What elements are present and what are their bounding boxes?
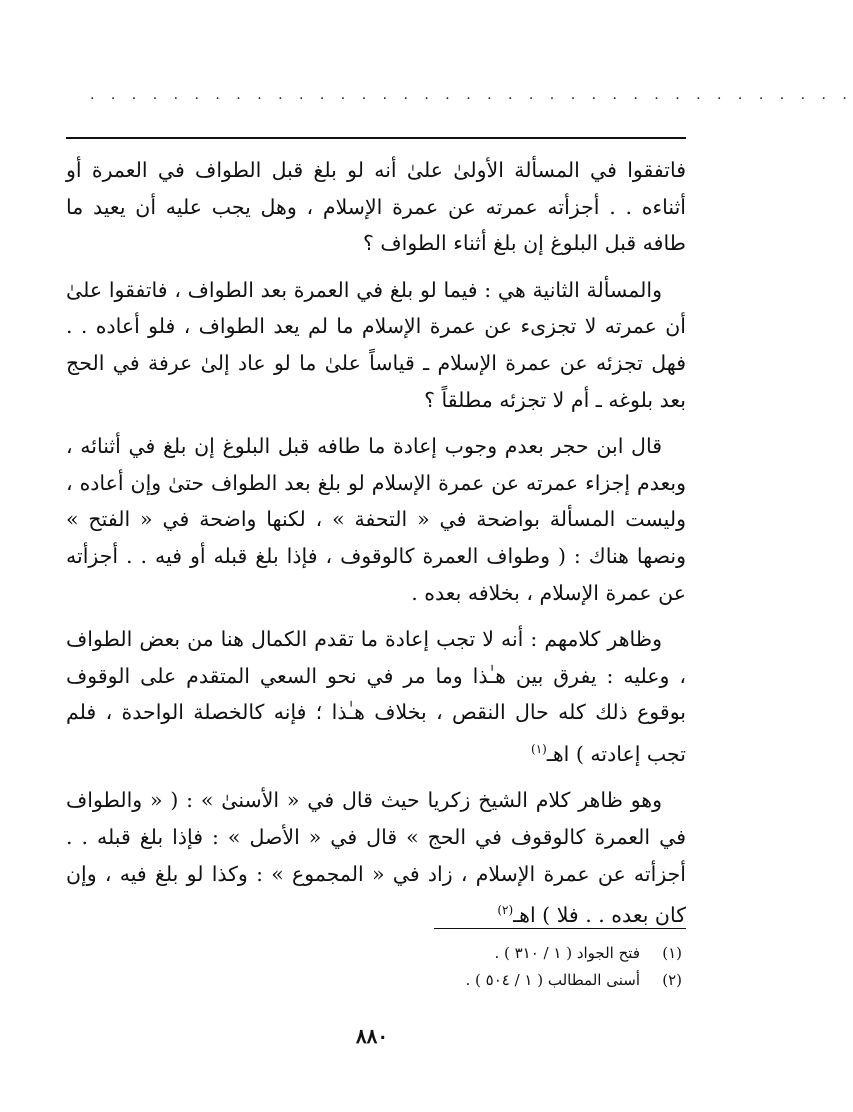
footnote-2 [66, 967, 682, 994]
paragraph-5-text: وهو ظاهر كلام الشيخ زكريا حيث قال في « الأسنىٰ » : ( « والطواف في العمرة كالوقوف في الحج » قال في « الأصل » : فإذا بلغ قبله . . أجزأته عن عمرة الإسلام ، زاد في « المجموع » : وكذا لو بلغ فيه ، وإن كان بعده . . فلا ) اهـ [66, 788, 686, 927]
paragraph-1 [66, 152, 686, 262]
footnote-1-number: (١) [662, 944, 682, 962]
page-number: ٨٨٠ [355, 1024, 389, 1048]
footnotes [66, 940, 682, 994]
footnote-2-text: أسنى المطالب ( ١ / ٥٠٤ ) . [465, 971, 640, 989]
paragraph-4 [66, 621, 686, 772]
footnote-1-text: فتح الجواد ( ١ / ٣١٠ ) . [494, 944, 640, 962]
header-dots: . . . . . . . . . . . . . . . . . . . . . . . . . . . . . . . . . . . . . [90, 87, 853, 103]
paragraph-3 [66, 428, 686, 611]
main-text [66, 152, 686, 944]
footnote-ref-1: (١) [531, 741, 547, 756]
footnote-separator [434, 928, 686, 929]
footnote-2-number: (٢) [662, 971, 682, 989]
footnote-1 [66, 940, 682, 967]
paragraph-2 [66, 272, 686, 418]
paragraph-4-text: وظاهر كلامهم : أنه لا تجب إعادة ما تقدم الكمال هنا من بعض الطواف ، وعليه : يفرق بين هـٰذا وما مر في نحو السعي المتقدم على الوقوف بوقوع ذلك كله حال النقص ، بخلاف هـٰذا ؛ فإنه كالخصلة الواحدة ، فلم تجب إعادته ) اهـ [66, 627, 686, 766]
footnote-ref-2: (٢) [497, 903, 514, 918]
paragraph-3-text: قال ابن حجر بعدم وجوب إعادة ما طافه قبل البلوغ إن بلغ في أثنائه ، وبعدم إجزاء عمرته عن عمرة الإسلام لو بلغ بعد الطواف حتىٰ وإن أعاده ، وليست المسألة بواضحة في « التحفة » ، لكنها واضحة في « الفتح » ونصها هناك : ( وطواف العمرة كالوقوف ، فإذا بلغ قبله أو فيه . . أجزأته عن عمرة الإسلام ، بخلافه بعده . [66, 434, 686, 605]
paragraph-5 [66, 782, 686, 933]
paragraph-1-text: فاتفقوا في المسألة الأولىٰ علىٰ أنه لو بلغ قبل الطواف في العمرة أو أثناءه . . أجزأته عمرته عن عمرة الإسلام ، وهل يجب عليه أن يعيد ما طافه قبل البلوغ إن بلغ أثناء الطواف ؟ [66, 158, 686, 256]
header-rule [66, 137, 686, 139]
paragraph-2-text: والمسألة الثانية هي : فيما لو بلغ في العمرة بعد الطواف ، فاتفقوا علىٰ أن عمرته لا تجزىء عن عمرة الإسلام ما لم يعد الطواف ، فلو أعاده . . فهل تجزئه عن عمرة الإسلام ـ قياساً علىٰ ما لو عاد إلىٰ عرفة في الحج بعد بلوغه ـ أم لا تجزئه مطلقاً ؟ [66, 277, 686, 412]
